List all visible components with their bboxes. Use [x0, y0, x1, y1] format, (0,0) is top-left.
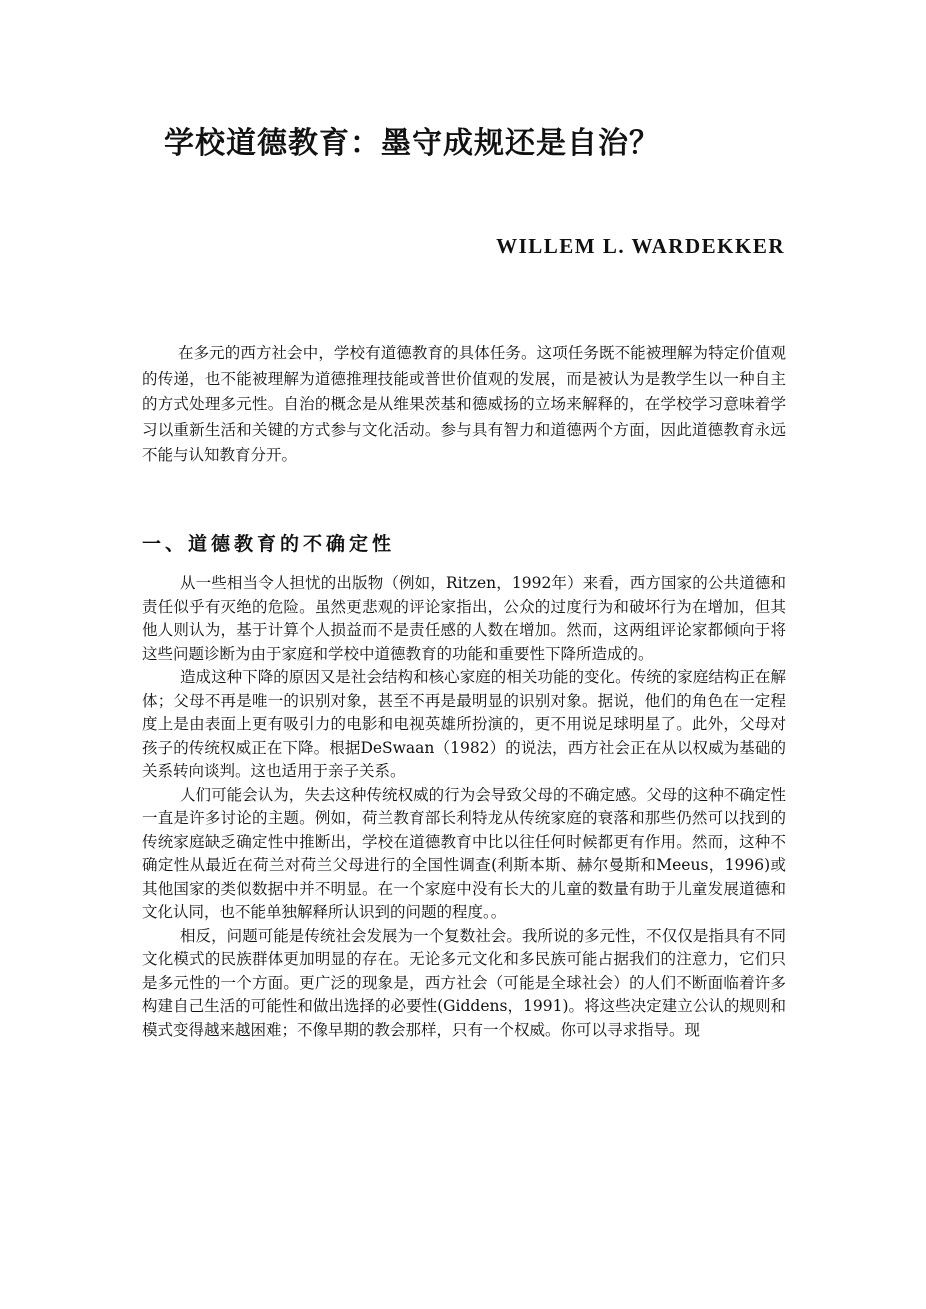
body-paragraph-4: 相反，问题可能是传统社会发展为一个复数社会。我所说的多元性，不仅仅是指具有不同文化模式的民族群体更加明显的存在。无论多元文化和多民族可能占据我们的注意力，它们只是多元性的一个方面。更广泛的现象是，西方社会（可能是全球社会）的人们不断面临着许多构建自己生活的可能性和做出选择的必要性(Giddens，1991)。将这些决定建立公认的规则和模式变得越来越困难；不像早期的教会那样，只有一个权威。你可以寻求指导。现 — [142, 926, 786, 1039]
body-paragraph-3: 人们可能会认为，失去这种传统权威的行为会导致父母的不确定感。父母的这种不确定性一直是许多讨论的主题。例如，荷兰教育部长利特龙从传统家庭的衰落和那些仍然可以找到的传统家庭缺乏确定性中推断出，学校在道德教育中比以往任何时候都更有作用。然而，这种不确定性从最近在荷兰对荷兰父母进行的全国性调查(利斯本斯、赫尔曼斯和Meeus，1996)或其他国家的类似数据中并不明显。在一个家庭中没有长大的儿童的数量有助于儿童发展道德和文化认同，也不能单独解释所认识到的问题的程度。。 — [142, 785, 786, 921]
body-paragraph-2: 造成这种下降的原因又是社会结构和核心家庭的相关功能的变化。传统的家庭结构正在解体；父母不再是唯一的识别对象，甚至不再是最明显的识别对象。据说，他们的角色在一定程度上是由表面上更有吸引力的电影和电视英雄所扮演的，更不用说足球明星了。此外，父母对孩子的传统权威正在下降。根据DeSwaan（1982）的说法，西方社会正在从以权威为基础的关系转向谈判。这也适用于亲子关系。 — [142, 668, 786, 780]
section-heading: 一、道德教育的不确定性 — [142, 533, 396, 555]
body-text — [142, 572, 786, 1042]
author-name: WILLEM L. WARDEKKER — [496, 234, 785, 258]
page-title: 学校道德教育：墨守成规还是自治？ — [164, 126, 660, 161]
abstract-paragraph: 在多元的西方社会中，学校有道德教育的具体任务。这项任务既不能被理解为特定价值观的传递，也不能被理解为道德推理技能或普世价值观的发展，而是被认为是教学生以一种自主的方式处理多元性。自治的概念是从维果茨基和德威扬的立场来解释的，在学校学习意味着学习以重新生活和关键的方式参与文化活动。参与具有智力和道德两个方面，因此道德教育永远不能与认知教育分开。 — [142, 344, 786, 464]
body-paragraph-1: 从一些相当令人担忧的出版物（例如，Ritzen，1992年）来看，西方国家的公共道德和责任似乎有灭绝的危险。虽然更悲观的评论家指出，公众的过度行为和破坏行为在增加，但其他人则认为，基于计算个人损益而不是责任感的人数在增加。然而，这两组评论家都倾向于将这些问题诊断为由于家庭和学校中道德教育的功能和重要性下降所造成的。 — [142, 574, 786, 663]
